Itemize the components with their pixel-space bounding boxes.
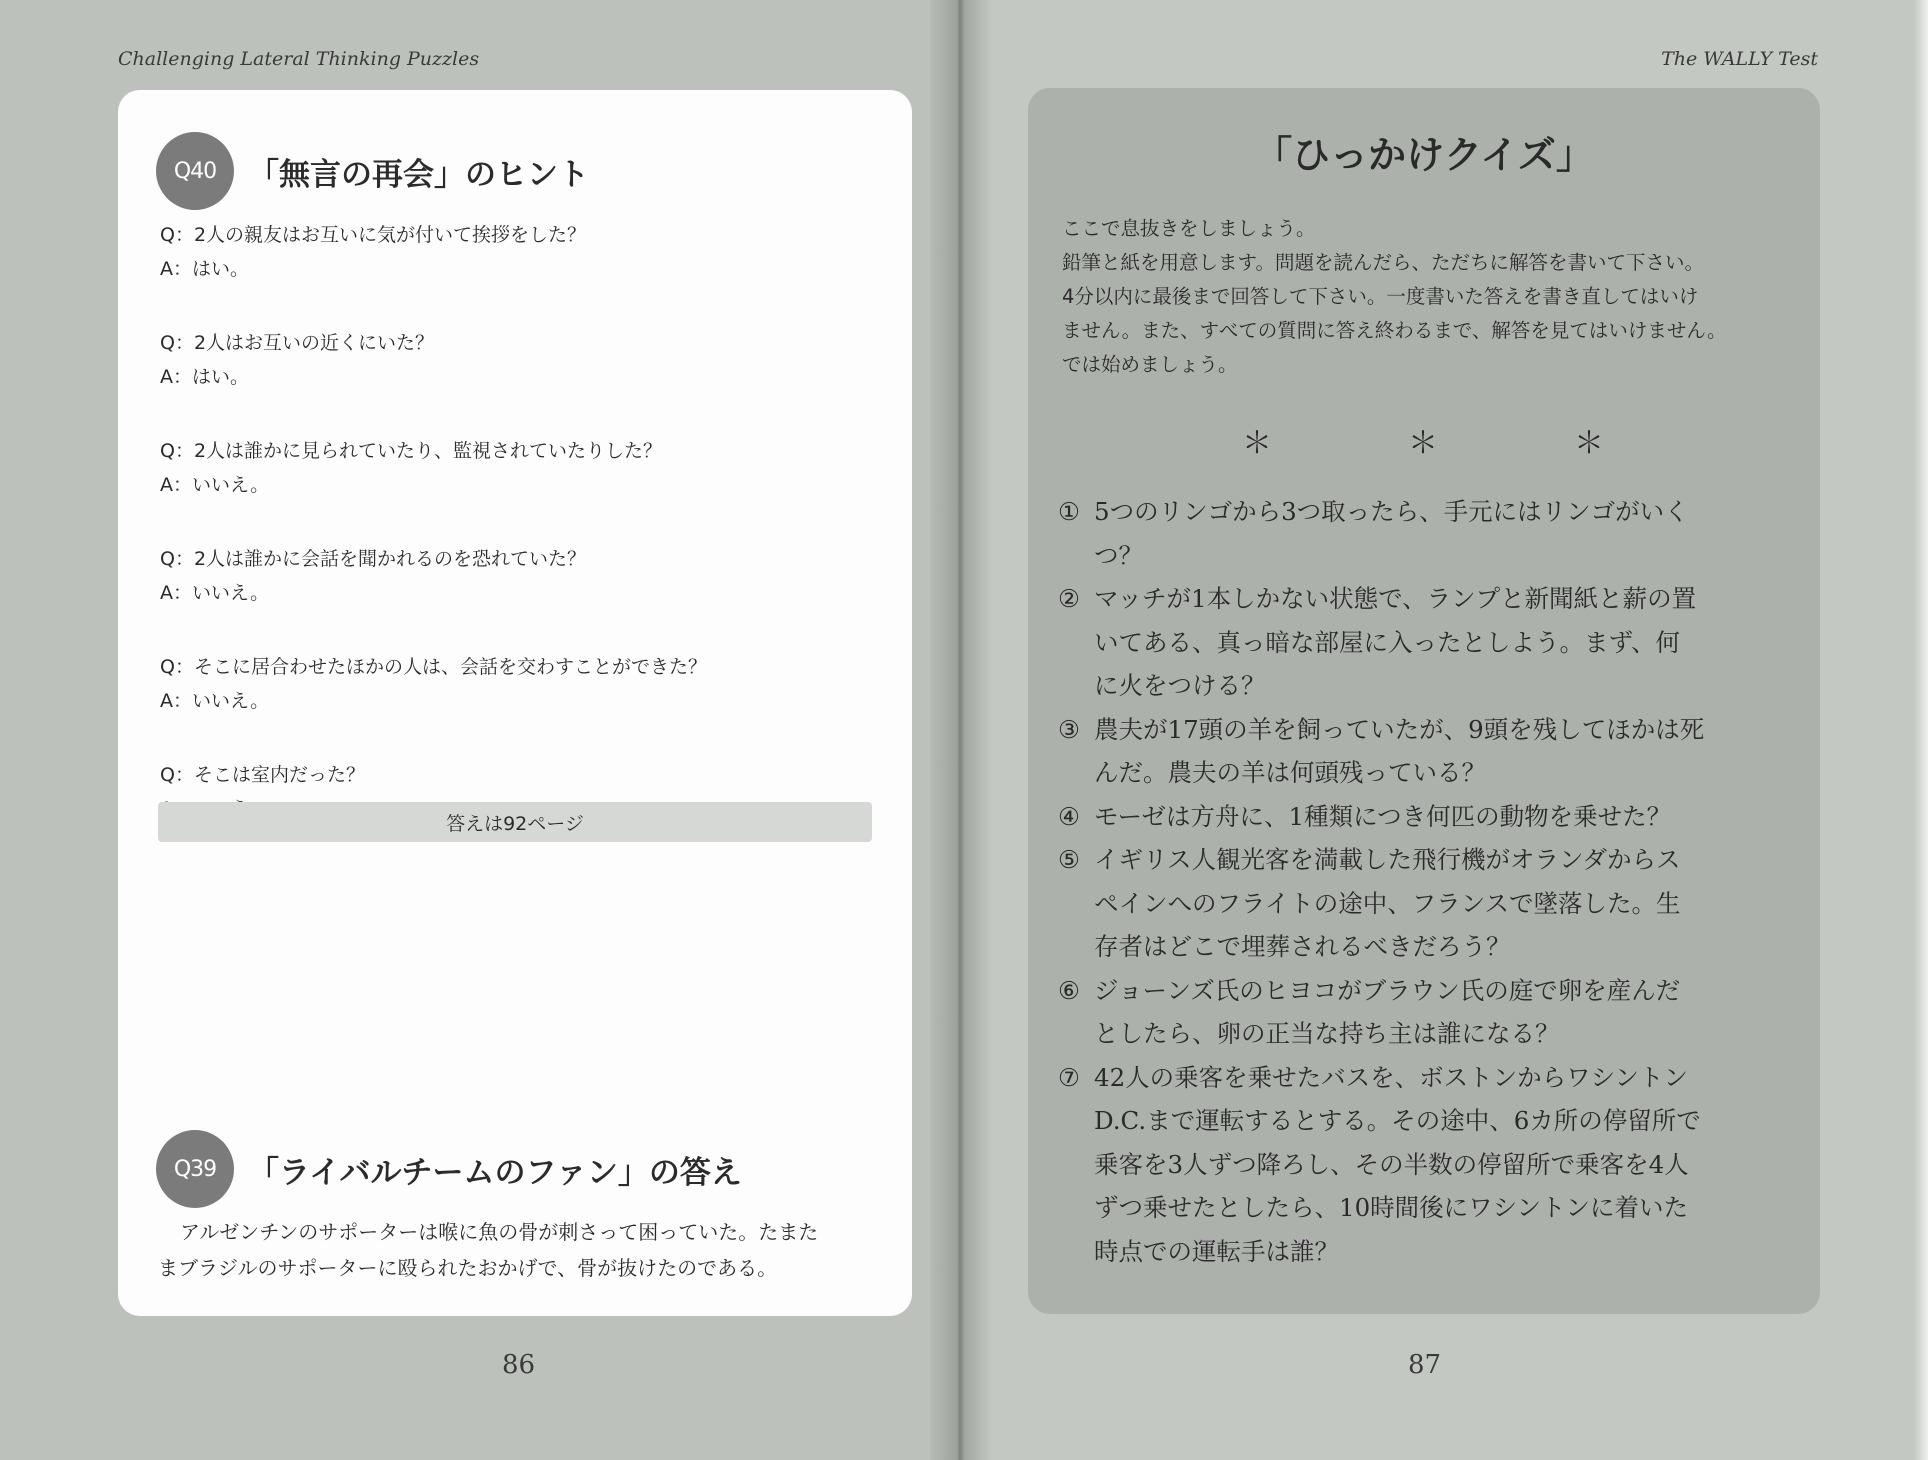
question-line: Q：2人は誰かに会話を聞かれるのを恐れていた？ bbox=[160, 548, 587, 570]
quiz-line: んだ。農夫の羊は何頭残っている？ bbox=[1094, 758, 1486, 787]
quiz-number: ⑥ bbox=[1058, 975, 1080, 1005]
asterisk: ＊ bbox=[1242, 426, 1272, 461]
book-gutter bbox=[930, 0, 990, 1460]
answer-heading bbox=[156, 1130, 742, 1208]
quiz-item bbox=[1058, 490, 1814, 577]
quiz-number: ① bbox=[1058, 497, 1080, 526]
quiz-line: マッチが1本しかない状態で、ランプと新聞紙と薪の置 bbox=[1094, 584, 1697, 613]
intro-line: では始めましょう。 bbox=[1062, 353, 1238, 376]
left-page bbox=[0, 0, 960, 1460]
question-line: Q：そこは室内だった？ bbox=[160, 764, 365, 786]
answer-reference-bar: 答えは92ページ bbox=[158, 802, 872, 842]
quiz-number: ② bbox=[1058, 584, 1080, 613]
quiz-line: D.C.まで運転するとする。その途中、6カ所の停留所で bbox=[1094, 1106, 1701, 1135]
left-page-number: 86 bbox=[502, 1350, 536, 1380]
hint-title: 「無言の再会」のヒント bbox=[248, 156, 589, 193]
quiz-line: ずつ乗せたとしたら、10時間後にワシントンに着いた bbox=[1094, 1193, 1689, 1222]
question-line: Q：そこに居合わせたほかの人は、会話を交わすことができた？ bbox=[160, 656, 707, 678]
question-line: Q：2人はお互いの近くにいた？ bbox=[160, 332, 435, 354]
answer-line: まブラジルのサポーターに殴られたおかげで、骨が抜けたのである。 bbox=[158, 1256, 778, 1280]
right-page-number: 87 bbox=[1408, 1350, 1442, 1380]
question-line: Q：2人は誰かに見られていたり、監視されていたりした？ bbox=[160, 440, 663, 462]
intro-line: 4分以内に最後まで回答して下さい。一度書いた答えを書き直してはいけ bbox=[1062, 285, 1699, 308]
quiz-line: モーゼは方舟に、1種類につき何匹の動物を乗せた？ bbox=[1094, 801, 1672, 831]
answer-line: A：いいえ。 bbox=[160, 474, 270, 496]
asterisk: ＊ bbox=[1408, 426, 1438, 461]
q39-badge: Q39 bbox=[156, 1130, 234, 1208]
hint-qa-list bbox=[160, 218, 900, 866]
qa-pair bbox=[160, 326, 900, 394]
quiz-item bbox=[1058, 795, 1814, 839]
quiz-line: 農夫が17頭の羊を飼っていたが、9頭を残してほかは死 bbox=[1094, 714, 1705, 744]
quiz-item bbox=[1058, 708, 1814, 795]
quiz-number: ⑤ bbox=[1058, 845, 1080, 874]
quiz-line: いてある、真っ暗な部屋に入ったとしよう。まず、何 bbox=[1094, 627, 1681, 657]
answer-line: A：はい。 bbox=[160, 366, 249, 388]
left-running-head: Challenging Lateral Thinking Puzzles bbox=[118, 48, 480, 70]
quiz-line: 乗客を3人ずつ降ろし、その半数の停留所で乗客を4人 bbox=[1094, 1149, 1689, 1179]
answer-paragraph bbox=[158, 1214, 878, 1286]
qa-pair bbox=[160, 218, 900, 286]
quiz-line: 42人の乗客を乗せたバスを、ボストンからワシントン bbox=[1094, 1062, 1689, 1092]
asterisk: ＊ bbox=[1574, 426, 1604, 461]
right-content-panel bbox=[1028, 88, 1820, 1314]
question-line: Q：2人の親友はお互いに気が付いて挨拶をした？ bbox=[160, 224, 587, 246]
quiz-item bbox=[1058, 1056, 1814, 1274]
qa-pair bbox=[160, 434, 900, 502]
quiz-line: ジョーンズ氏のヒヨコがブラウン氏の庭で卵を産んだ bbox=[1094, 975, 1681, 1005]
quiz-line: 時点での運転手は誰？ bbox=[1094, 1236, 1339, 1266]
intro-text bbox=[1062, 212, 1802, 382]
quiz-questions bbox=[1058, 490, 1814, 1273]
left-content-panel bbox=[118, 90, 912, 1316]
quiz-line: ペインへのフライトの途中、フランスで墜落した。生 bbox=[1094, 888, 1681, 918]
quiz-line: 5つのリンゴから3つ取ったら、手元にはリンゴがいく bbox=[1094, 497, 1689, 526]
quiz-line: に火をつける？ bbox=[1094, 671, 1266, 700]
answer-line: A：いいえ。 bbox=[160, 690, 270, 712]
quiz-number: ⑦ bbox=[1058, 1062, 1080, 1092]
page-edge bbox=[1914, 0, 1928, 1460]
quiz-number: ③ bbox=[1058, 714, 1080, 744]
quiz-line: つ？ bbox=[1094, 540, 1143, 570]
answer-title: 「ライバルチームのファン」の答え bbox=[248, 1154, 742, 1191]
hint-heading bbox=[156, 132, 589, 210]
q40-badge: Q40 bbox=[156, 132, 234, 210]
answer-line: アルゼンチンのサポーターは喉に魚の骨が刺さって困っていた。たまた bbox=[180, 1220, 819, 1244]
quiz-item bbox=[1058, 577, 1814, 708]
intro-line: 鉛筆と紙を用意します。問題を読んだら、ただちに解答を書いて下さい。 bbox=[1062, 251, 1704, 274]
quiz-line: 存者はどこで埋葬されるべきだろう？ bbox=[1094, 932, 1511, 961]
quiz-item bbox=[1058, 969, 1814, 1056]
qa-pair bbox=[160, 650, 900, 718]
quiz-title: 「ひっかけクイズ」 bbox=[1254, 133, 1594, 177]
quiz-line: イギリス人観光客を満載した飛行機がオランダからス bbox=[1094, 845, 1681, 874]
answer-line: A：はい。 bbox=[160, 258, 249, 280]
answer-line: A：いいえ。 bbox=[160, 582, 270, 604]
intro-line: ここで息抜きをしましょう。 bbox=[1062, 217, 1316, 240]
quiz-line: としたら、卵の正当な持ち主は誰になる？ bbox=[1094, 1019, 1560, 1048]
qa-pair bbox=[160, 542, 900, 610]
quiz-number: ④ bbox=[1058, 801, 1080, 831]
right-running-head: The WALLY Test bbox=[1661, 48, 1818, 70]
intro-line: ません。また、すべての質問に答え終わるまで、解答を見てはいけません。 bbox=[1062, 319, 1727, 342]
quiz-item bbox=[1058, 838, 1814, 969]
